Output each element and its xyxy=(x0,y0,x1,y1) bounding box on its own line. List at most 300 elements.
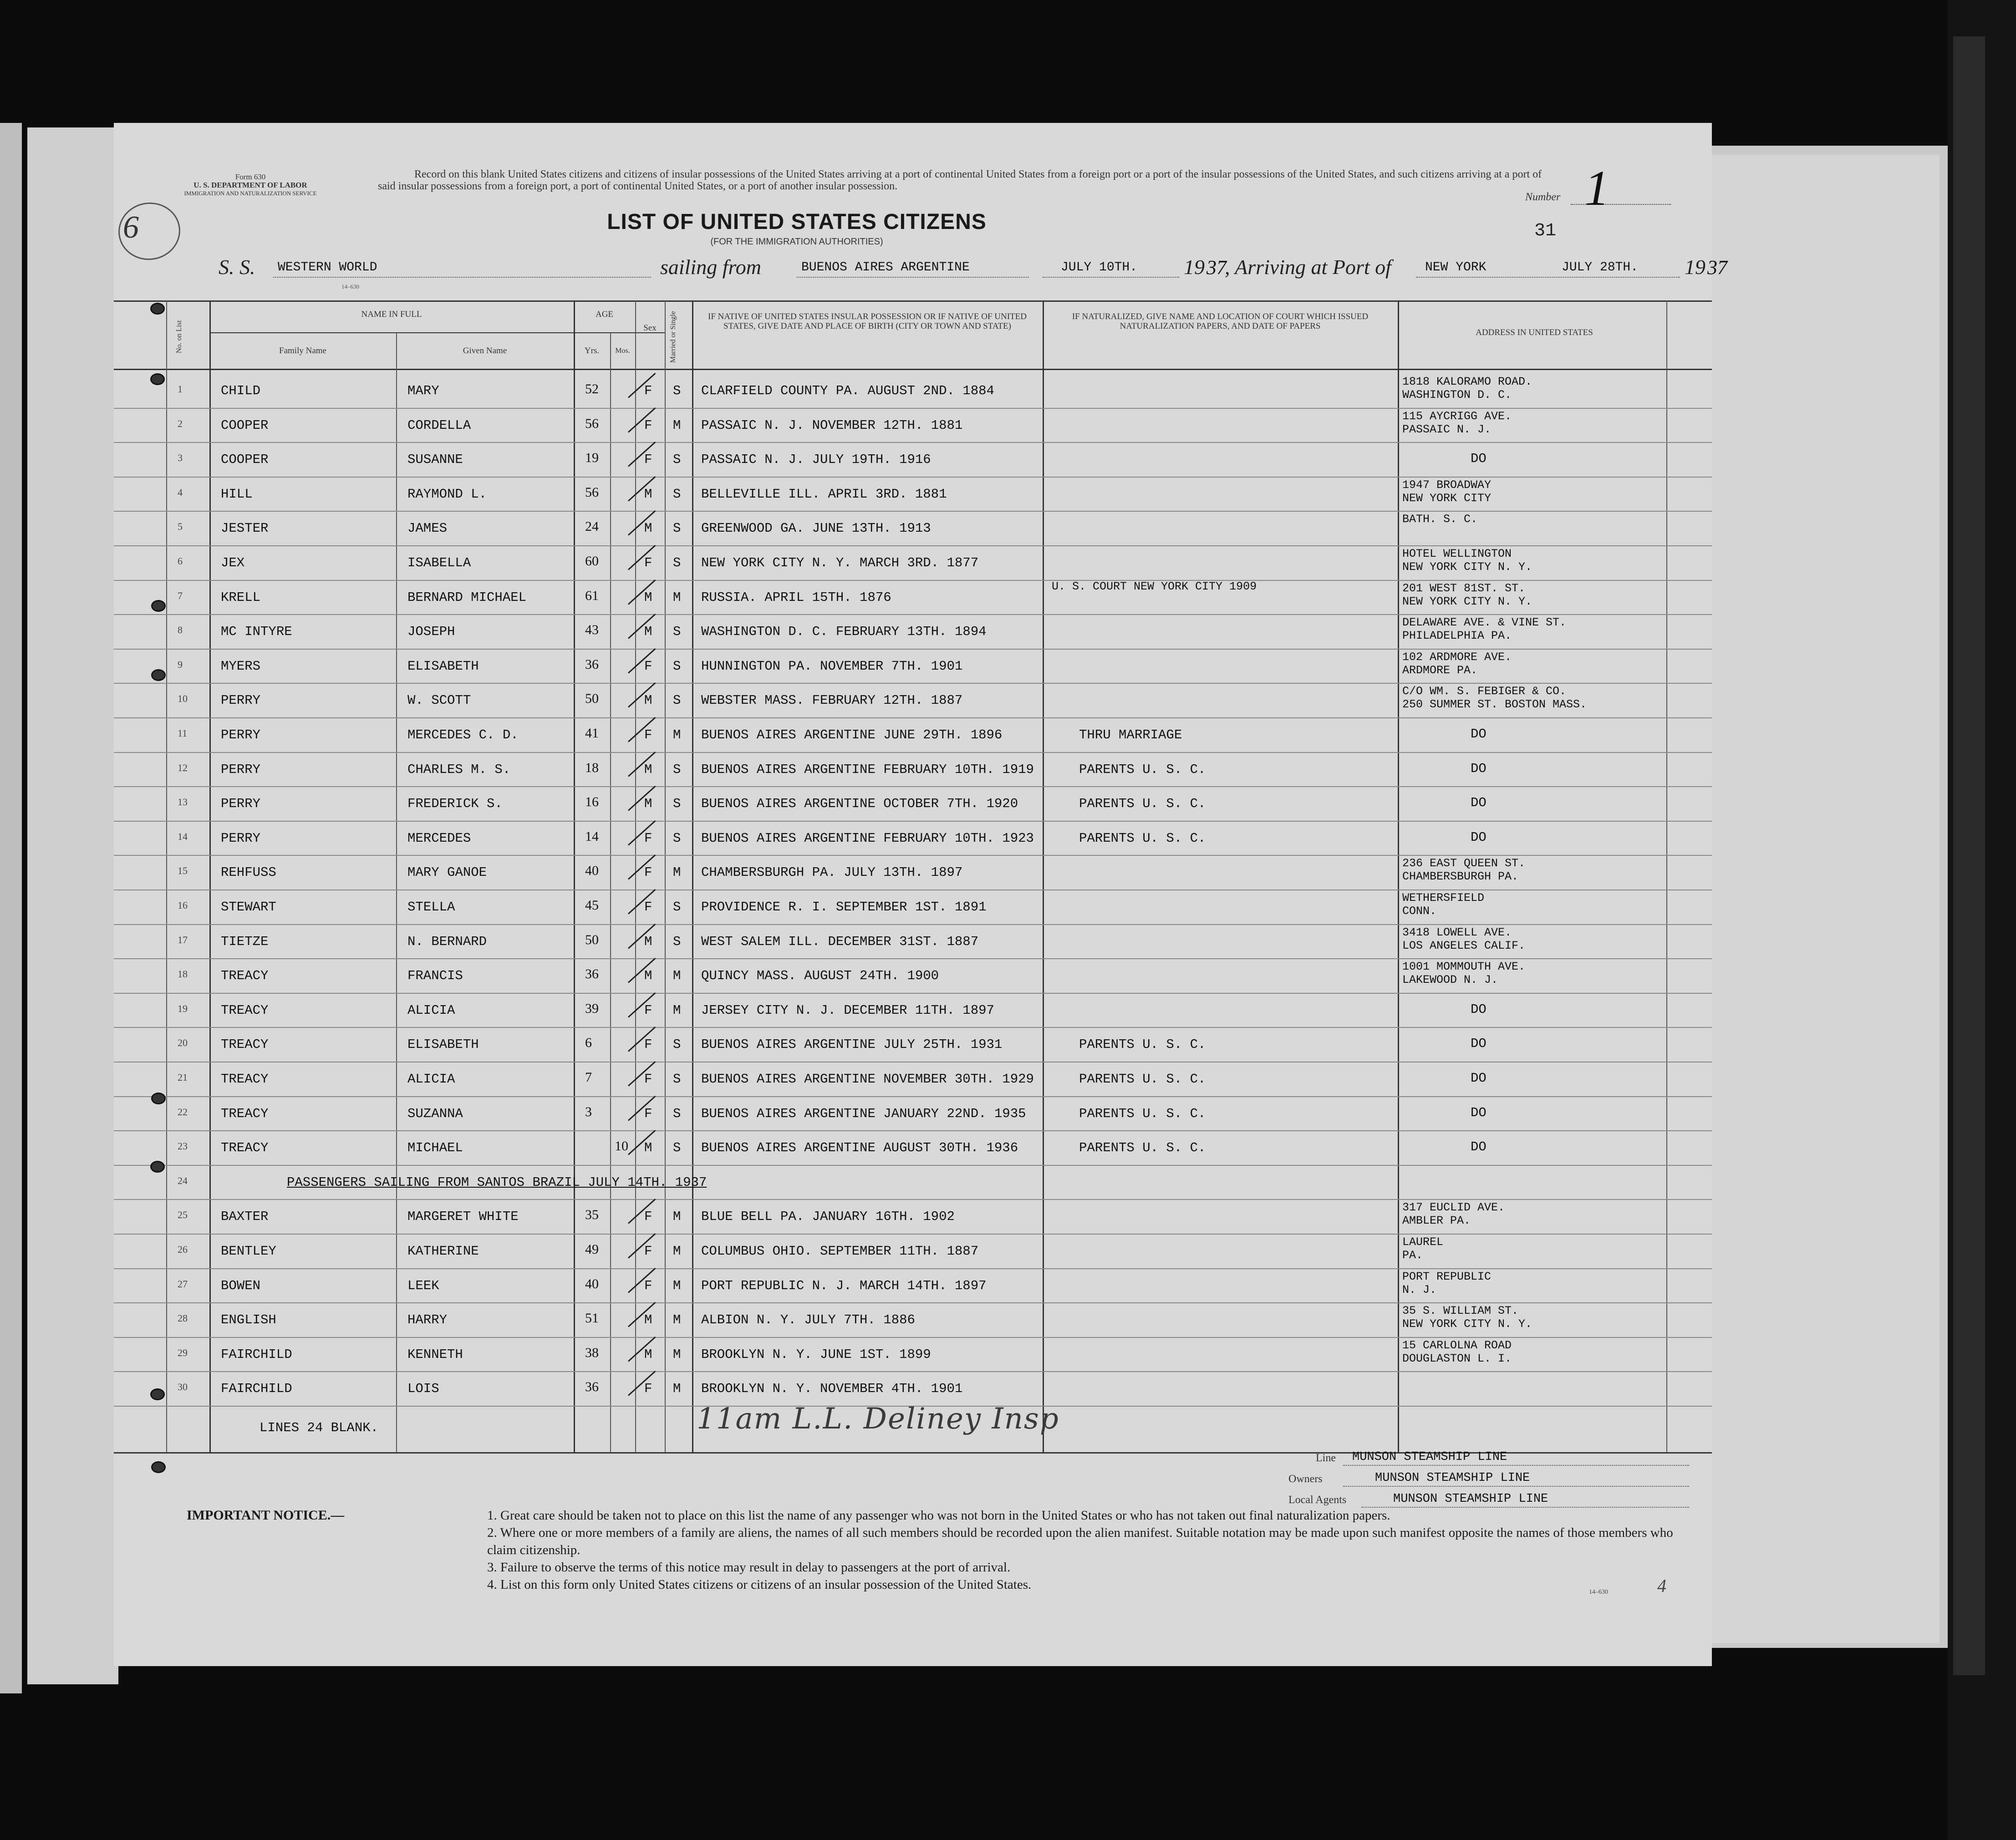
arrival-year: 37 xyxy=(1707,256,1727,279)
age-years: 14 xyxy=(585,829,599,844)
family-name: PERRY xyxy=(221,693,261,708)
family-name: STEWART xyxy=(221,900,276,915)
family-name: MC INTYRE xyxy=(221,624,292,640)
form-subtitle: (FOR THE IMMIGRATION AUTHORITIES) xyxy=(710,237,883,247)
marital-status: S xyxy=(673,900,681,915)
marital-status: S xyxy=(673,693,681,708)
family-name: REHFUSS xyxy=(221,865,276,880)
given-name: FRANCIS xyxy=(407,968,463,984)
age-years: 24 xyxy=(585,519,599,534)
marital-status: S xyxy=(673,383,681,398)
row-number: 14 xyxy=(178,830,188,842)
table-row xyxy=(114,855,1712,890)
address-line-2: N. J. xyxy=(1402,1283,1437,1296)
naturalization-info: PARENTS U. S. C. xyxy=(1079,830,1206,846)
table-row xyxy=(114,580,1712,615)
table-row xyxy=(114,1096,1712,1131)
address-line-1: DELAWARE AVE. & VINE ST. xyxy=(1402,616,1567,630)
punch-hole xyxy=(150,303,165,315)
family-name: TREACY xyxy=(221,1037,269,1052)
birth-date-place: JERSEY CITY N. J. DECEMBER 11TH. 1897 xyxy=(701,1002,994,1018)
birth-date-place: WASHINGTON D. C. FEBRUARY 13TH. 1894 xyxy=(701,624,987,640)
birth-date-place: RUSSIA. APRIL 15TH. 1876 xyxy=(701,590,891,605)
family-name: ENGLISH xyxy=(221,1312,276,1328)
agents-value: MUNSON STEAMSHIP LINE xyxy=(1393,1492,1548,1506)
row-number: 2 xyxy=(178,417,183,429)
age-years: 52 xyxy=(585,381,599,396)
given-name: HARRY xyxy=(407,1312,448,1328)
footer-handwritten-mark: 4 xyxy=(1657,1576,1666,1596)
marital-status: S xyxy=(673,830,681,846)
list-number: 31 xyxy=(1534,221,1557,241)
underlying-page-left xyxy=(0,123,22,1693)
marital-status: S xyxy=(673,1106,681,1121)
birth-date-place: CLARFIELD COUNTY PA. AUGUST 2ND. 1884 xyxy=(701,383,994,398)
marital-status: S xyxy=(673,796,681,812)
table-row xyxy=(114,1302,1712,1337)
address-line-1: C/O WM. S. FEBIGER & CO. xyxy=(1402,685,1567,698)
family-name: PERRY xyxy=(221,727,261,742)
row-number: 30 xyxy=(178,1381,188,1393)
birth-date-place: QUINCY MASS. AUGUST 24TH. 1900 xyxy=(701,968,939,984)
marital-status: S xyxy=(673,555,681,570)
given-name: ISABELLA xyxy=(407,555,471,570)
line-label: Line xyxy=(1316,1452,1336,1464)
underlying-page-left-inner xyxy=(27,127,118,1684)
birth-date-place: PORT REPUBLIC N. J. MARCH 14TH. 1897 xyxy=(701,1278,987,1293)
address-line-2: LAKEWOOD N. J. xyxy=(1402,973,1498,987)
address-line-1: 201 WEST 81ST. ST. xyxy=(1402,581,1526,595)
row-number: 18 xyxy=(178,968,188,980)
sex: M xyxy=(644,486,652,502)
age-years: 43 xyxy=(585,622,599,638)
sex: F xyxy=(644,727,652,742)
punch-hole xyxy=(150,373,165,385)
address-line-1: 15 CARLOLNA ROAD xyxy=(1402,1338,1512,1352)
age-years: 36 xyxy=(585,1379,599,1395)
table-row xyxy=(114,408,1712,442)
birth-date-place: GREENWOOD GA. JUNE 13TH. 1913 xyxy=(701,521,931,536)
row-number: 4 xyxy=(178,486,183,498)
line-underline xyxy=(1343,1465,1689,1466)
family-name: TREACY xyxy=(221,1140,269,1156)
given-name: JOSEPH xyxy=(407,624,455,640)
address-line-2: NEW YORK CITY xyxy=(1402,491,1492,505)
sailing-from-label: sailing from xyxy=(660,255,761,279)
row-number: 5 xyxy=(178,521,183,533)
ship-name: WESTERN WORLD xyxy=(278,260,377,274)
family-name: BOWEN xyxy=(221,1278,261,1293)
marital-status: S xyxy=(673,1037,681,1052)
circled-handwritten-number: 6 xyxy=(123,210,139,245)
table-row xyxy=(114,477,1712,511)
table-row xyxy=(114,1027,1712,1062)
naturalization-info: U. S. COURT NEW YORK CITY 1909 xyxy=(1052,579,1257,593)
punch-hole xyxy=(150,1388,165,1400)
subheader-rule xyxy=(209,332,665,333)
naturalization-info: THRU MARRIAGE xyxy=(1079,727,1182,742)
address-ditto: DO xyxy=(1471,829,1487,845)
row-number: 26 xyxy=(178,1244,188,1255)
table-row xyxy=(114,786,1712,821)
header-birthplace: IF NATIVE OF UNITED STATES INSULAR POSSESSION OR IF NATIVE OF UNITED STATES, GIVE DATE AND PLACE OF BIRTH (CITY OR TOWN AND STATE) xyxy=(708,312,1027,331)
family-name: HILL xyxy=(221,486,253,502)
row-number: 12 xyxy=(178,762,188,773)
table-row xyxy=(114,752,1712,787)
table-row xyxy=(114,958,1712,993)
table-row xyxy=(114,1062,1712,1096)
arrival-date: JULY 28TH. xyxy=(1562,260,1639,274)
row-number: 23 xyxy=(178,1140,188,1152)
row-number: 25 xyxy=(178,1209,188,1221)
family-name: TREACY xyxy=(221,1072,269,1087)
table-row xyxy=(114,649,1712,683)
given-name: MARY xyxy=(407,383,439,398)
punch-hole xyxy=(150,1161,165,1173)
notice-item-4: 4. List on this form only United States citizens or citizens of an insular possession of the United States. xyxy=(487,1577,1032,1592)
naturalization-info: PARENTS U. S. C. xyxy=(1079,796,1206,812)
family-name: JEX xyxy=(221,555,245,570)
table-row xyxy=(114,1234,1712,1268)
marital-status: M xyxy=(673,1381,681,1397)
given-name: W. SCOTT xyxy=(407,693,471,708)
age-years: 49 xyxy=(585,1242,599,1257)
arriving-label: , Arriving at Port of xyxy=(1225,255,1391,279)
given-name: ELISABETH xyxy=(407,1037,479,1052)
address-line-1: 3418 LOWELL AVE. xyxy=(1402,925,1512,939)
form-identifier xyxy=(164,173,337,198)
given-name: MARY GANOE xyxy=(407,865,487,880)
from-port-underline xyxy=(797,277,1029,278)
birth-date-place: BROOKLYN N. Y. NOVEMBER 4TH. 1901 xyxy=(701,1381,963,1397)
birth-date-place: ALBION N. Y. JULY 7TH. 1886 xyxy=(701,1312,915,1328)
department-name: U. S. DEPARTMENT OF LABOR xyxy=(193,181,307,189)
birth-date-place: COLUMBUS OHIO. SEPTEMBER 11TH. 1887 xyxy=(701,1244,979,1259)
row-number: 17 xyxy=(178,934,188,945)
row-number: 19 xyxy=(178,1002,188,1014)
birth-date-place: WEST SALEM ILL. DECEMBER 31ST. 1887 xyxy=(701,934,979,949)
address-line-2: NEW YORK CITY N. Y. xyxy=(1402,1317,1532,1331)
address-ditto: DO xyxy=(1471,761,1487,776)
table-row xyxy=(114,1199,1712,1234)
age-years: 35 xyxy=(585,1207,599,1223)
marital-status: S xyxy=(673,452,681,468)
sex: F xyxy=(644,1106,652,1121)
age-years: 3 xyxy=(585,1104,592,1119)
table-row xyxy=(114,717,1712,752)
age-years: 7 xyxy=(585,1070,592,1085)
address-line-2: CONN. xyxy=(1402,905,1437,918)
given-name: FREDERICK S. xyxy=(407,796,503,812)
address-line-2: CHAMBERSBURGH PA. xyxy=(1402,870,1519,884)
sex: M xyxy=(644,1347,652,1362)
row-number: 27 xyxy=(178,1278,188,1290)
age-months: 10 xyxy=(615,1139,628,1154)
address-ditto: DO xyxy=(1471,1036,1487,1052)
departure-year: 37 xyxy=(1207,256,1227,279)
marital-status: S xyxy=(673,934,681,949)
address-line-2: ARDMORE PA. xyxy=(1402,663,1478,677)
notice-item-3: 3. Failure to observe the terms of this notice may result in delay to passengers at the port of arrival. xyxy=(487,1560,1011,1575)
address-line-2: PHILADELPHIA PA. xyxy=(1402,629,1512,643)
address-line-2: PASSAIC N. J. xyxy=(1402,422,1492,436)
header-years: Yrs. xyxy=(584,346,600,356)
age-years: 40 xyxy=(585,863,599,879)
address-line-1: 115 AYCRIGG AVE. xyxy=(1402,409,1512,423)
lines-blank-note: LINES 24 BLANK. xyxy=(260,1420,379,1435)
sex: F xyxy=(644,383,652,398)
table-row xyxy=(114,545,1712,580)
marital-status: M xyxy=(673,1209,681,1225)
departure-port: BUENOS AIRES ARGENTINE xyxy=(801,260,970,274)
address-ditto: DO xyxy=(1471,795,1487,811)
table-row xyxy=(114,924,1712,959)
sex: M xyxy=(644,1312,652,1328)
arrival-port: NEW YORK xyxy=(1425,260,1487,274)
sex: F xyxy=(644,555,652,570)
number-label: Number xyxy=(1525,191,1561,203)
sex: M xyxy=(644,934,652,949)
row-number: 3 xyxy=(178,452,183,464)
marital-status: S xyxy=(673,624,681,640)
agents-label: Local Agents xyxy=(1288,1494,1347,1506)
address-line-1: 102 ARDMORE AVE. xyxy=(1402,650,1512,664)
marital-status: M xyxy=(673,590,681,605)
given-name: ALICIA xyxy=(407,1002,455,1018)
birth-date-place: BUENOS AIRES ARGENTINE NOVEMBER 30TH. 1929 xyxy=(701,1072,1034,1087)
punch-hole xyxy=(151,669,166,681)
given-name: RAYMOND L. xyxy=(407,486,487,502)
sex: F xyxy=(644,1381,652,1397)
address-line-2: DOUGLASTON L. I. xyxy=(1402,1352,1512,1365)
owners-value: MUNSON STEAMSHIP LINE xyxy=(1375,1471,1530,1485)
address-line-1: 1818 KALORAMO ROAD. xyxy=(1402,375,1532,388)
ss-label: S. S. xyxy=(219,255,255,279)
address-line-1: BATH. S. C. xyxy=(1402,513,1478,526)
row-number: 16 xyxy=(178,900,188,911)
row-number: 15 xyxy=(178,865,188,877)
family-name: FAIRCHILD xyxy=(221,1381,292,1397)
sex: F xyxy=(644,865,652,880)
underlying-page-right-inner xyxy=(1712,155,1940,1643)
departure-year-prefix: 19 xyxy=(1184,255,1205,279)
birth-date-place: NEW YORK CITY N. Y. MARCH 3RD. 1877 xyxy=(701,555,979,570)
address-line-1: 317 EUCLID AVE. xyxy=(1402,1201,1505,1215)
given-name: ELISABETH xyxy=(407,658,479,674)
given-name: SUSANNE xyxy=(407,452,463,468)
header-name-in-full: NAME IN FULL xyxy=(361,310,422,319)
section-heading: PASSENGERS SAILING FROM SANTOS BRAZIL JULY 14TH. 1937 xyxy=(287,1174,707,1190)
given-name: MERCEDES C. D. xyxy=(407,727,519,742)
sex: F xyxy=(644,658,652,674)
family-name: TIETZE xyxy=(221,934,269,949)
sex: F xyxy=(644,452,652,468)
age-years: 56 xyxy=(585,416,599,431)
family-name: BENTLEY xyxy=(221,1244,276,1259)
row-number: 10 xyxy=(178,693,188,705)
age-years: 51 xyxy=(585,1311,599,1326)
departure-date-underline xyxy=(1043,277,1179,278)
given-name: SUZANNA xyxy=(407,1106,463,1121)
sex: F xyxy=(644,900,652,915)
table-top-border xyxy=(114,300,1712,302)
table-row xyxy=(114,683,1712,717)
service-name: IMMIGRATION AND NATURALIZATION SERVICE xyxy=(184,190,317,197)
given-name: CORDELLA xyxy=(407,417,471,433)
marital-status: M xyxy=(673,1278,681,1293)
departure-date: JULY 10TH. xyxy=(1061,260,1138,274)
footer-form-code: 14–630 xyxy=(1589,1589,1608,1596)
age-years: 56 xyxy=(585,484,599,500)
family-name: MYERS xyxy=(221,658,261,674)
row-number: 13 xyxy=(178,796,188,808)
given-name: STELLA xyxy=(407,900,455,915)
naturalization-info: PARENTS U. S. C. xyxy=(1079,762,1206,777)
given-name: MARGERET WHITE xyxy=(407,1209,519,1225)
sex: M xyxy=(644,590,652,605)
birth-date-place: BUENOS AIRES ARGENTINE JULY 25TH. 1931 xyxy=(701,1037,1003,1052)
address-line-1: 35 S. WILLIAM ST. xyxy=(1402,1304,1519,1318)
age-years: 60 xyxy=(585,554,599,569)
birth-date-place: PASSAIC N. J. JULY 19TH. 1916 xyxy=(701,452,931,468)
marital-status: M xyxy=(673,1002,681,1018)
record-instructions: Record on this blank United States citizens and citizens of insular possessions of the United States arriving at a port of continental United States from a foreign port or a port of the insular possessions of the United States, and such citizens arriving at a port of said insular possessions from a foreign port, a port of continental United States, or a port of another insular possession. xyxy=(378,168,1542,192)
header-married-single: Married or Single xyxy=(669,311,677,363)
row-number: 9 xyxy=(178,658,183,670)
family-name: TREACY xyxy=(221,1106,269,1121)
family-name: FAIRCHILD xyxy=(221,1347,292,1362)
family-name: COOPER xyxy=(221,452,269,468)
birth-date-place: BUENOS AIRES ARGENTINE JANUARY 22ND. 1935 xyxy=(701,1106,1026,1121)
address-line-2: PA. xyxy=(1402,1249,1423,1262)
marital-status: S xyxy=(673,486,681,502)
marital-status: M xyxy=(673,865,681,880)
birth-date-place: BELLEVILLE ILL. APRIL 3RD. 1881 xyxy=(701,486,947,502)
row-number: 6 xyxy=(178,555,183,567)
header-no-on-list: No. on List xyxy=(175,320,183,354)
inspector-signature: 11am L.L. Deliney Insp xyxy=(697,1402,1059,1436)
marital-status: M xyxy=(673,1312,681,1328)
age-years: 38 xyxy=(585,1345,599,1360)
birth-date-place: BUENOS AIRES ARGENTINE FEBRUARY 10TH. 1919 xyxy=(701,762,1034,777)
line-value: MUNSON STEAMSHIP LINE xyxy=(1352,1450,1507,1464)
sex: F xyxy=(644,1002,652,1018)
row-number: 1 xyxy=(178,383,183,395)
birth-date-place: BUENOS AIRES ARGENTINE FEBRUARY 10TH. 1923 xyxy=(701,830,1034,846)
birth-date-place: BUENOS AIRES ARGENTINE OCTOBER 7TH. 1920 xyxy=(701,796,1018,812)
sex: M xyxy=(644,624,652,640)
marital-status: S xyxy=(673,521,681,536)
header-sex: Sex xyxy=(643,323,657,333)
row-number: 7 xyxy=(178,590,183,601)
family-name: PERRY xyxy=(221,762,261,777)
table-row xyxy=(114,614,1712,649)
marital-status: M xyxy=(673,417,681,433)
given-name: KATHERINE xyxy=(407,1244,479,1259)
table-row xyxy=(114,511,1712,545)
header-bottom-border xyxy=(114,369,1712,370)
notice-heading: IMPORTANT NOTICE.— xyxy=(187,1508,345,1523)
age-years: 36 xyxy=(585,966,599,982)
row-number: 28 xyxy=(178,1312,188,1324)
passenger-table xyxy=(114,300,1712,1452)
table-row xyxy=(114,1165,1712,1200)
address-ditto: DO xyxy=(1471,1105,1487,1120)
family-name: JESTER xyxy=(221,521,269,536)
address-line-1: WETHERSFIELD xyxy=(1402,891,1485,905)
age-years: 36 xyxy=(585,656,599,672)
naturalization-info: PARENTS U. S. C. xyxy=(1079,1140,1206,1156)
marital-status: M xyxy=(673,727,681,742)
address-line-1: 236 EAST QUEEN ST. xyxy=(1402,857,1526,870)
marital-status: S xyxy=(673,658,681,674)
given-name: JAMES xyxy=(407,521,448,536)
birth-date-place: CHAMBERSBURGH PA. JULY 13TH. 1897 xyxy=(701,865,963,880)
family-name: KRELL xyxy=(221,590,261,605)
row-number: 24 xyxy=(178,1174,188,1186)
given-name: MICHAEL xyxy=(407,1140,463,1156)
age-years: 19 xyxy=(585,450,599,466)
birth-date-place: PASSAIC N. J. NOVEMBER 12TH. 1881 xyxy=(701,417,963,433)
header-naturalization: IF NATURALIZED, GIVE NAME AND LOCATION OF COURT WHICH ISSUED NATURALIZATION PAPERS, AND DATE OF PAPERS xyxy=(1072,312,1369,331)
family-name: TREACY xyxy=(221,968,269,984)
table-row xyxy=(114,1337,1712,1372)
age-years: 18 xyxy=(585,760,599,775)
row-number: 29 xyxy=(178,1347,188,1358)
sex: M xyxy=(644,521,652,536)
row-number: 8 xyxy=(178,624,183,636)
header-given-name: Given Name xyxy=(463,346,507,356)
address-line-2: 250 SUMMER ST. BOSTON MASS. xyxy=(1402,698,1587,712)
sex: F xyxy=(644,1037,652,1052)
voyage-line xyxy=(114,255,1727,282)
address-line-1: 1001 MOMMOUTH AVE. xyxy=(1402,960,1526,974)
header-age: AGE xyxy=(595,310,614,319)
arrival-year-prefix: 19 xyxy=(1685,255,1705,279)
marital-status: S xyxy=(673,1140,681,1156)
row-number: 20 xyxy=(178,1037,188,1049)
age-years: 45 xyxy=(585,898,599,913)
address-ditto: DO xyxy=(1471,1139,1487,1155)
naturalization-info: PARENTS U. S. C. xyxy=(1079,1072,1206,1087)
age-years: 40 xyxy=(585,1276,599,1291)
address-line-1: HOTEL WELLINGTON xyxy=(1402,547,1512,560)
family-name: COOPER xyxy=(221,417,269,433)
header-address: ADDRESS IN UNITED STATES xyxy=(1476,328,1593,337)
family-name: BAXTER xyxy=(221,1209,269,1225)
age-years: 6 xyxy=(585,1035,592,1051)
address-ditto: DO xyxy=(1471,451,1487,467)
age-years: 50 xyxy=(585,932,599,947)
address-ditto: DO xyxy=(1471,727,1487,742)
sex: F xyxy=(644,1278,652,1293)
row-number: 21 xyxy=(178,1072,188,1083)
given-name: N. BERNARD xyxy=(407,934,487,949)
row-number: 22 xyxy=(178,1106,188,1118)
address-line-2: LOS ANGELES CALIF. xyxy=(1402,939,1526,952)
age-years: 39 xyxy=(585,1001,599,1016)
birth-date-place: WEBSTER MASS. FEBRUARY 12TH. 1887 xyxy=(701,693,963,708)
given-name: ALICIA xyxy=(407,1072,455,1087)
given-name: MERCEDES xyxy=(407,830,471,846)
form-number: Form 630 xyxy=(235,173,266,181)
marital-status: M xyxy=(673,968,681,984)
birth-date-place: PROVIDENCE R. I. SEPTEMBER 1ST. 1891 xyxy=(701,900,987,915)
address-line-2: WASHINGTON D. C. xyxy=(1402,388,1512,402)
naturalization-info: PARENTS U. S. C. xyxy=(1079,1037,1206,1052)
address-ditto: DO xyxy=(1471,1001,1487,1017)
sex: M xyxy=(644,796,652,812)
